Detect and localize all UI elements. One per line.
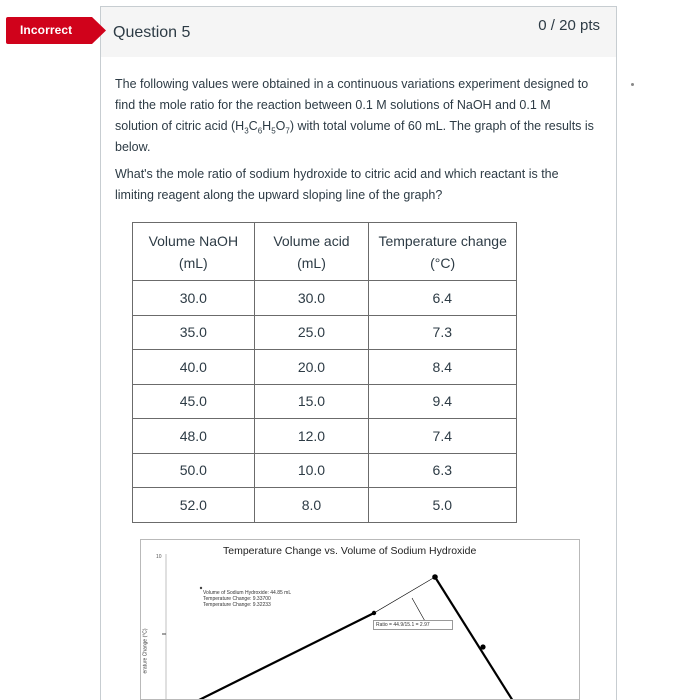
header-temperature-change: Temperature change (°C) — [369, 223, 517, 281]
chart-tooltip — [203, 590, 291, 608]
temperature-chart — [140, 539, 580, 700]
incorrect-label: Incorrect — [20, 23, 73, 37]
tooltip-line: Temperature Change: 9.32233 — [203, 602, 271, 608]
table-row: 40.0 20.0 8.4 — [133, 350, 517, 385]
formula-h: H — [262, 119, 272, 133]
question-prompt-text: What's the mole ratio of sodium hydroxide to citric acid and which reactant is the limiting reagent along the upward sloping line of the graph? — [115, 167, 559, 202]
table-row: 30.0 30.0 6.4 — [133, 281, 517, 316]
header-volume-naoh: Volume NaOH (mL) — [133, 223, 255, 281]
y-tick-label: 10 — [156, 554, 162, 560]
formula-c: C — [248, 119, 258, 133]
intersection-guide — [374, 577, 435, 613]
table-row: 48.0 12.0 7.4 — [133, 419, 517, 454]
sub-3: 3 — [244, 126, 249, 136]
data-point — [480, 644, 485, 649]
intro-text-a: The following values were obtained in a continuous variations experiment designed to find the mole ratio for the reaction between 0.1 M solutions of NaOH and 0.1 M solution of citric acid (H — [115, 77, 589, 133]
data-point — [372, 611, 376, 615]
series-downward-line — [435, 577, 513, 700]
y-axis-label: erature Change (°C) — [142, 628, 149, 674]
table-row: 52.0 8.0 5.0 — [133, 488, 517, 523]
sub-6: 6 — [257, 126, 263, 136]
formula-o: O — [275, 119, 286, 133]
chart-plot — [141, 540, 580, 700]
table-row: 50.0 10.0 6.3 — [133, 453, 517, 488]
series-upward-line — [197, 613, 374, 700]
question-points: 0 / 20 pts — [538, 17, 600, 34]
question-title: Question 5 — [113, 24, 191, 41]
data-point — [432, 574, 438, 580]
ratio-annotation: Ratio = 44.9/15.1 = 2.97 — [373, 620, 453, 630]
question-header — [100, 6, 617, 58]
question-intro-text — [115, 74, 595, 158]
chart-title: Temperature Change vs. Volume of Sodium Hydroxide — [223, 545, 477, 557]
incorrect-badge — [6, 17, 106, 44]
intro-text-b: ) with total volume of 60 mL. The graph of the results is below. — [115, 119, 594, 154]
sub-5: 5 — [271, 126, 276, 136]
table-row: 35.0 25.0 7.3 — [133, 315, 517, 350]
header-volume-acid: Volume acid (mL) — [254, 223, 369, 281]
table-row: 45.0 15.0 9.4 — [133, 384, 517, 419]
tooltip-marker — [200, 587, 202, 589]
sub-7: 7 — [285, 126, 290, 136]
tooltip-line: Temperature Change: 9.33700 — [203, 596, 271, 602]
tooltip-line: Volume of Sodium Hydroxide: 44.85 mL — [203, 590, 292, 596]
scroll-indicator-dot — [631, 83, 634, 86]
table-header-row — [133, 223, 517, 281]
data-table — [132, 222, 517, 523]
